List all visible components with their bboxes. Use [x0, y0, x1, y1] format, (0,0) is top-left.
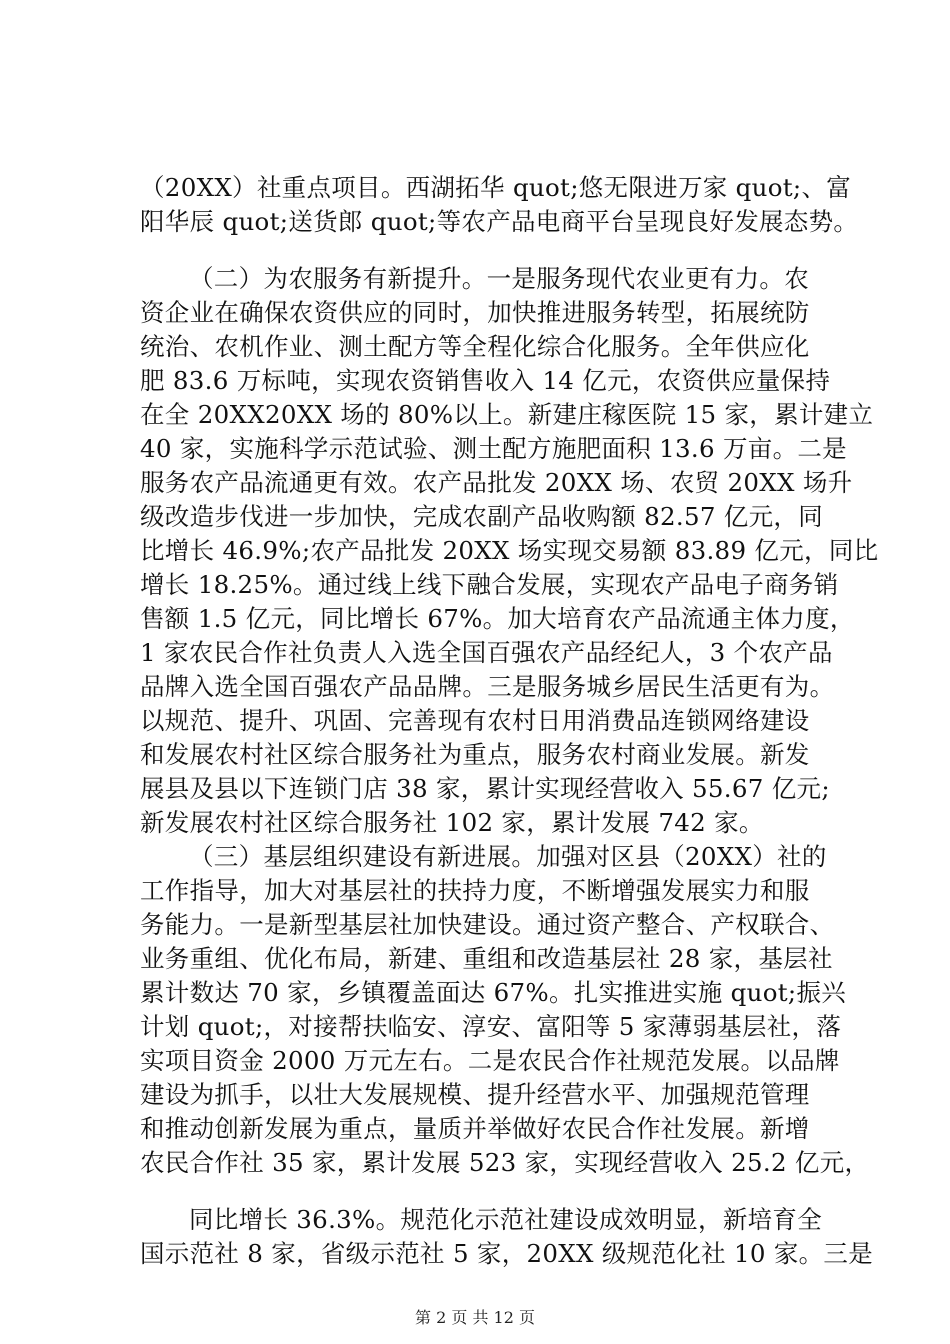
text-line: 建设为抓手，以壮大发展规模、提升经营水平、加强规范管理: [140, 1080, 810, 1109]
text-line: 在全 20XX20XX 场的 80%以上。新建庄稼医院 15 家，累计建立: [140, 400, 874, 429]
text-line: 累计数达 70 家，乡镇覆盖面达 67%。扎实推进实施 quot;振兴: [140, 978, 847, 1007]
text-line: 务能力。一是新型基层社加快建设。通过资产整合、产权联合、: [140, 910, 835, 939]
text-line: 级改造步伐进一步加快，完成农副产品收购额 82.57 亿元，同: [140, 502, 824, 531]
text-line: 计划 quot;，对接帮扶临安、淳安、富阳等 5 家薄弱基层社，落: [140, 1012, 842, 1041]
text-line: 资企业在确保农资供应的同时，加快推进服务转型，拓展统防: [140, 298, 810, 327]
text-line: 和推动创新发展为重点，量质并举做好农民合作社发展。新增: [140, 1114, 810, 1143]
text-line: （三）基层组织建设有新进展。加强对区县（20XX）社的: [189, 842, 827, 871]
text-line: 1 家农民合作社负责人入选全国百强农产品经纪人，3 个农产品: [140, 638, 833, 667]
text-line: 工作指导，加大对基层社的扶持力度，不断增强发展实力和服: [140, 876, 810, 905]
text-line: 业务重组、优化布局，新建、重组和改造基层社 28 家，基层社: [140, 944, 833, 973]
text-line: 增长 18.25%。通过线上线下融合发展，实现农产品电子商务销: [140, 570, 839, 599]
text-line: 售额 1.5 亿元，同比增长 67%。加大培育农产品流通主体力度，: [140, 604, 855, 633]
text-line: 肥 83.6 万标吨，实现农资销售收入 14 亿元，农资供应量保持: [140, 366, 831, 395]
text-line: 服务农产品流通更有效。农产品批发 20XX 场、农贸 20XX 场升: [140, 468, 853, 497]
text-line: 和发展农村社区综合服务社为重点，服务农村商业发展。新发: [140, 740, 810, 769]
text-line: （20XX）社重点项目。西湖拓华 quot;悠无限进万家 quot;、富: [140, 173, 852, 202]
text-line: 比增长 46.9%;农产品批发 20XX 场实现交易额 83.89 亿元，同比: [140, 536, 879, 565]
text-line: 展县及县以下连锁门店 38 家，累计实现经营收入 55.67 亿元;: [140, 774, 830, 803]
text-line: 阳华辰 quot;送货郎 quot;等农产品电商平台呈现良好发展态势。: [140, 207, 859, 236]
text-line: 新发展农村社区综合服务社 102 家，累计发展 742 家。: [140, 808, 764, 837]
text-line: 农民合作社 35 家，累计发展 523 家，实现经营收入 25.2 亿元，: [140, 1148, 870, 1177]
text-line: 以规范、提升、巩固、完善现有农村日用消费品连锁网络建设: [140, 706, 810, 735]
text-line: 40 家，实施科学示范试验、测土配方施肥面积 13.6 万亩。二是: [140, 434, 847, 463]
text-line: 统治、农机作业、测土配方等全程化综合化服务。全年供应化: [140, 332, 810, 361]
text-line: 同比增长 36.3%。规范化示范社建设成效明显，新培育全: [189, 1205, 823, 1234]
text-line: （二）为农服务有新提升。一是服务现代农业更有力。农: [189, 264, 809, 293]
text-line: 实项目资金 2000 万元左右。二是农民合作社规范发展。以品牌: [140, 1046, 840, 1075]
page-footer: 第 2 页 共 12 页: [415, 1308, 535, 1327]
text-line: 国示范社 8 家，省级示范社 5 家，20XX 级规范化社 10 家。三是: [140, 1239, 874, 1268]
text-line: 品牌入选全国百强农产品品牌。三是服务城乡居民生活更有为。: [140, 672, 835, 701]
